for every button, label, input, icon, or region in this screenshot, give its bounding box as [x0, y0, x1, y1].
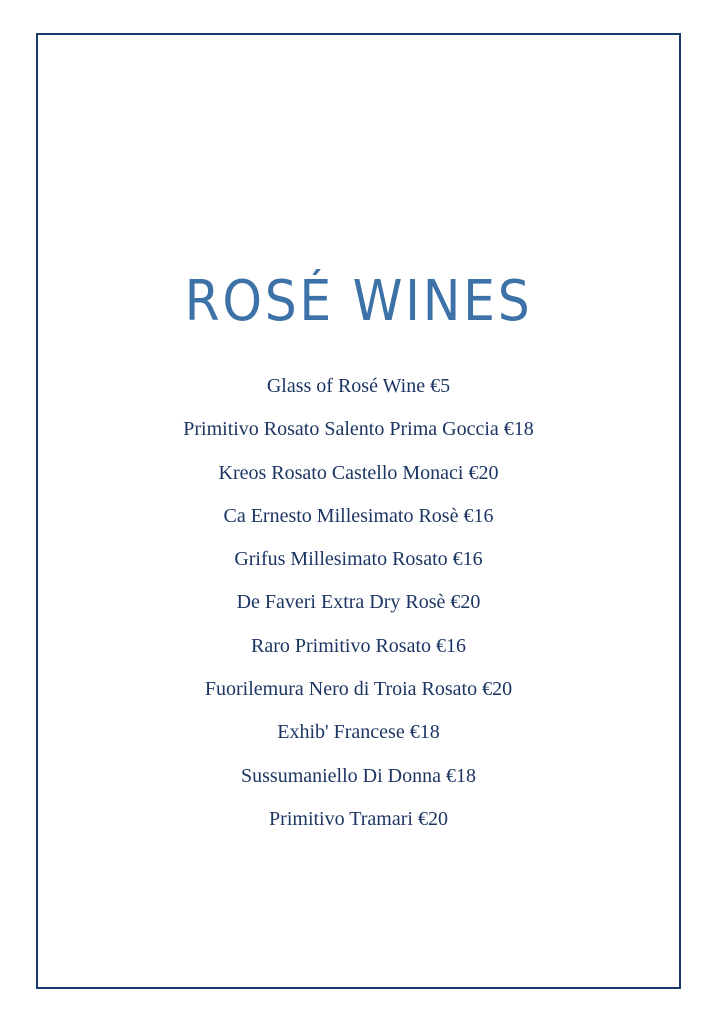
wine-list-item: De Faveri Extra Dry Rosè €20	[236, 591, 481, 614]
wine-list-item: Fuorilemura Nero di Troia Rosato €20	[204, 678, 513, 701]
wine-list-item: Sussumaniello Di Donna €18	[241, 764, 476, 787]
wine-list-item: Primitivo Rosato Salento Prima Goccia €18	[183, 418, 534, 441]
wine-list-item: Exhib' Francese €18	[277, 721, 440, 744]
wine-list-item: Glass of Rosé Wine €5	[266, 375, 451, 397]
wine-list-item: Ca Ernesto Millesimato Rosè €16	[223, 504, 494, 527]
wine-list	[0, 365, 717, 841]
wine-list-item: Primitivo Tramari €20	[269, 807, 448, 830]
wine-list-item: Grifus Millesimato Rosato €16	[234, 548, 483, 571]
wine-list-item: Kreos Rosato Castello Monaci €20	[218, 461, 499, 484]
wine-list-item: Raro Primitivo Rosato €16	[251, 634, 466, 657]
menu-title: ROSÉ WINES	[184, 268, 533, 334]
